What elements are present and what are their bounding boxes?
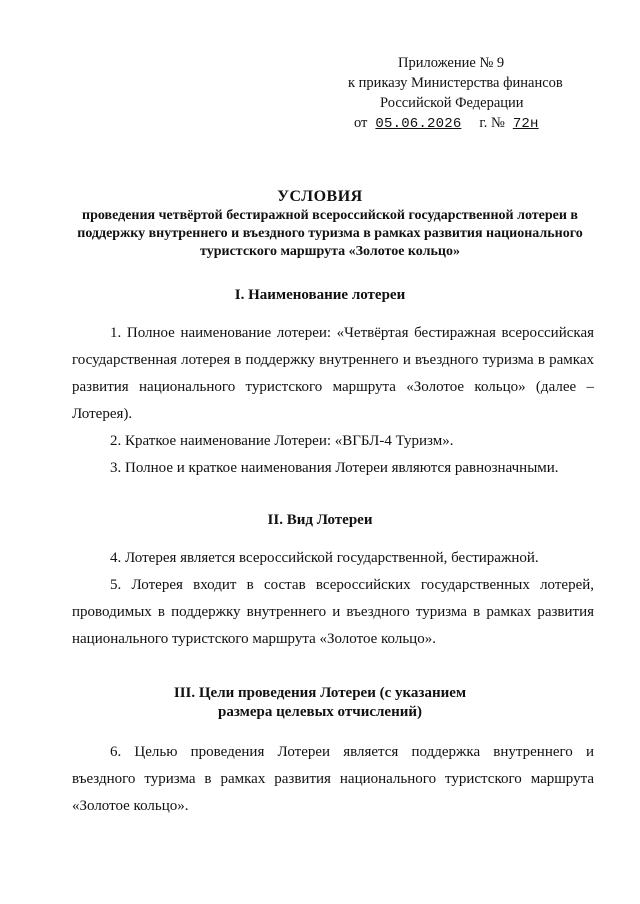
order-date-line: [354, 114, 539, 133]
from-label: от: [354, 115, 368, 131]
appendix-number: Приложение № 9: [398, 55, 505, 71]
document-subtitle: проведения четвёртой бестиражной всероссийской государственной лотереи в поддержку внутреннего и въездного туризма в рамках развития национального туристского маршрута «Золотое кольцо»: [77, 208, 583, 259]
paragraph: 3. Полное и краткое наименования Лотереи являются равнозначными.: [110, 460, 559, 476]
country-name: Российской Федерации: [380, 95, 524, 111]
paragraph: 5. Лотерея входит в состав всероссийских государственных лотерей, проводимых в поддержку внутреннего и въездного туризма в рамках развития национального туристского маршрута «Золотое кольцо».: [72, 577, 594, 647]
order-number: 72н: [512, 116, 539, 132]
paragraph: 4. Лотерея является всероссийской государственной, бестиражной.: [110, 550, 539, 566]
paragraph: 6. Целью проведения Лотереи является поддержка внутреннего и въездного туризма в рамках развития национального туристского маршрута «Золотое кольцо».: [72, 744, 594, 814]
paragraph: 1. Полное наименование лотереи: «Четвёртая бестиражная всероссийская государственная лотерея в поддержку внутреннего и въездного туризма в рамках развития национального туристского маршрута «Золотое кольцо» (далее – Лотерея).: [72, 325, 594, 422]
section-heading: I. Наименование лотереи: [234, 287, 406, 303]
order-date: 05.06.2026: [375, 116, 462, 132]
section-heading: II. Вид Лотереи: [267, 512, 373, 528]
document-title: УСЛОВИЯ: [277, 188, 363, 205]
section-heading: III. Цели проведения Лотереи (с указанием размера целевых отчислений): [173, 685, 467, 720]
year-number-label: г. №: [479, 115, 505, 131]
paragraph: 2. Краткое наименование Лотереи: «ВГБЛ-4 Туризм».: [110, 433, 454, 449]
order-reference: к приказу Министерства финансов: [348, 75, 563, 91]
